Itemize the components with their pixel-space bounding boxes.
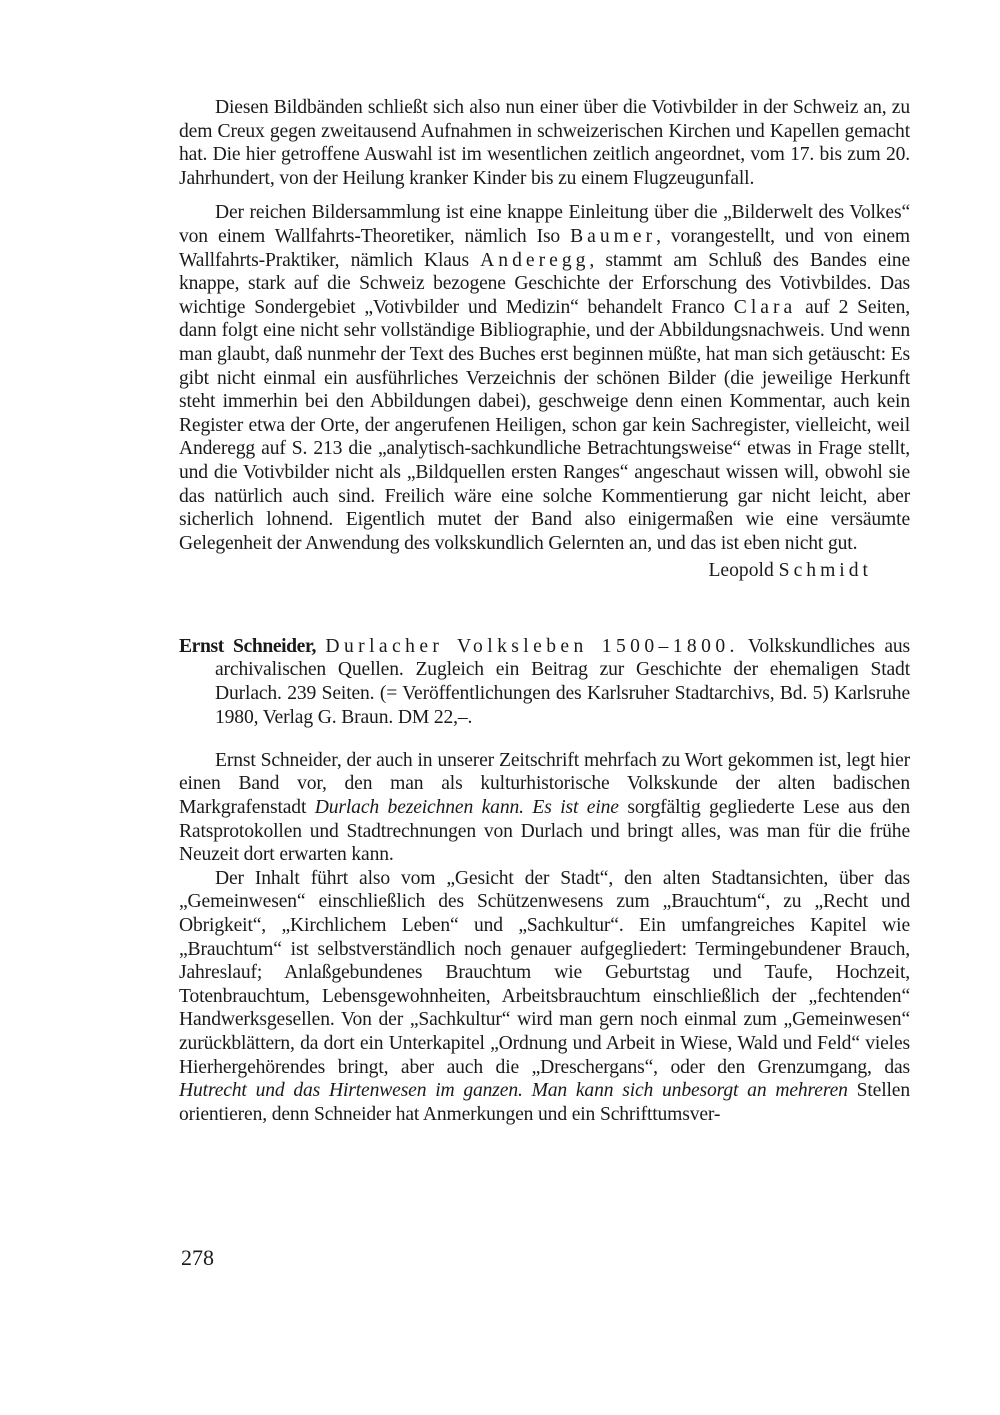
signature-first-name: Leopold [708,560,779,582]
reviewer-signature [179,559,872,583]
text-run: Ernst Schneider, der auch in unserer Zeitschrift mehrfach zu Wort gekommen ist, legt hier einen Band vor, den man als kulturhistorische Volkskunde der alten badischen Markgrafenstadt [179,749,910,819]
review2-paragraph-1 [179,749,910,867]
review1-paragraph-1: Diesen Bildbänden schließt sich also nun einer über die Votivbilder in der Schweiz an, zu dem Creux gegen zweitausend Aufnahmen in schweizerischen Kirchen und Kapellen gemacht hat. Die hier getroffene Auswahl ist im wesentlichen zeitlich angeordnet, vom 17. bis zum 20. Jahrhundert, von der Heilung kranker Kinder bis zu einem Flugzeugunfall. [179,97,910,189]
text-run-italic: Durlach bezeichnen kann. Es ist eine [314,797,619,819]
text-run: , vorangestellt, und von einem Wallfahrts-Praktiker, nämlich Klaus [179,225,911,271]
person-name-baumer: Baumer [570,225,657,247]
text-run: auf 2 Seiten, dann folgt eine nicht sehr vollständige Bibliographie, und der Abbildungsnachweis. Und wenn man glaubt, daß nunmehr der Text des Buches erst beginnen müßte, hat man sich getäuscht: Es gibt nicht einmal ein ausführliches Verzeichnis der schönen Bilder (die jeweilige Herkunft steht immerhin bei den Abbildungen dabei), geschweige denn einen Kommentar, auch kein Register etwa der Orte, der angerufenen Heiligen, schon gar kein Sachregister, vielleicht, weil Anderegg auf S. 213 die „analytisch-sachkundliche Betrachtungsweise“ etwas in Frage stellt, und die Votivbilder nicht als „Bildquellen ersten Ranges“ angeschaut wissen will, obwohl sie das natürlich auch sind. Freilich wäre eine solche Kommentierung gar nicht leicht, aber sicherlich lohnend. Eigentlich mutet der Band also einigermaßen wie eine versäumte Gelegenheit der Anwendung des volkskundlich Gelernten an, und das ist eben nicht gut. [179,296,911,554]
bibliographic-entry [179,635,910,729]
book-details: Volkskundliches aus archivalischen Quellen. Zugleich ein Beitrag zur Geschichte der ehemaligen Stadt Durlach. 239 Seiten. (= Veröffentlichungen des Karlsruher Stadtarchivs, Bd. 5) Karlsruhe 1980, Verlag G. Braun. DM 22,–. [215,635,910,728]
person-name-clara: Clara [733,296,797,318]
review1-paragraph-2 [179,201,910,555]
text-run-italic: Hutrecht und das Hirtenwesen im ganzen. Man kann sich unbesorgt an mehreren [179,1080,848,1102]
signature-last-name: Schmidt [778,560,872,582]
text-run: , stammt am Schluß des Bandes eine knappe, stark auf die Schweiz bezogene Geschichte der Erforschung des Votivbildes. Das wichtige Sondergebiet „Votivbilder und Medizin“ behandelt Franco [179,249,910,318]
text-run: sorgfältig gegliederte Lese aus den Ratsprotokollen und Stadtrechnungen von Durlach und bringt alles, was man für die frühe Neuzeit dort erwarten kann. [179,797,911,866]
page-number: 278 [181,1245,214,1270]
text-run: Stellen orientieren, denn Schneider hat Anmerkungen und ein Schrifttumsver- [179,1080,910,1125]
book-title: Durlacher Volksleben 1500–1800. [325,635,739,657]
review2-paragraph-2 [179,867,910,1127]
person-name-anderegg: Anderegg [480,249,590,271]
text-run: Der Inhalt führt also vom „Gesicht der Stadt“, den alten Stadtansichten, über das „Gemeinwesen“ einschließlich des Schützenwesens zum „Brauchtum“, zu „Recht und Obrigkeit“, „Kirchlichem Leben“ und „Sachkultur“. Ein umfangreiches Kapitel wie „Brauchtum“ ist selbstverständlich noch genauer aufgegliedert: Termingebundener Brauch, Jahreslauf; Anlaßgebundenes Brauchtum wie Geburtstag und Taufe, Hochzeit, Totenbrauchtum, Lebensgewohnheiten, Arbeitsbrauchtum einschließlich der „fechtenden“ Handwerksgesellen. Von der „Sachkultur“ wird man gern noch einmal zum „Gemeinwesen“ zurückblättern, da dort ein Unterkapitel „Ordnung und Arbeit in Wiese, Wald und Feld“ vieles Hierhergehörendes bringt, aber auch die „Dreschergans“, oder den Grenzumgang, das [179,867,910,1078]
book-author: Ernst Schneider, [179,635,316,657]
text-run: Der reichen Bildersammlung ist eine knappe Einleitung über die „Bilderwelt des Volkes“ von einem Wallfahrts-Theoretiker, nämlich Iso [179,202,910,247]
page-content [179,96,910,1126]
